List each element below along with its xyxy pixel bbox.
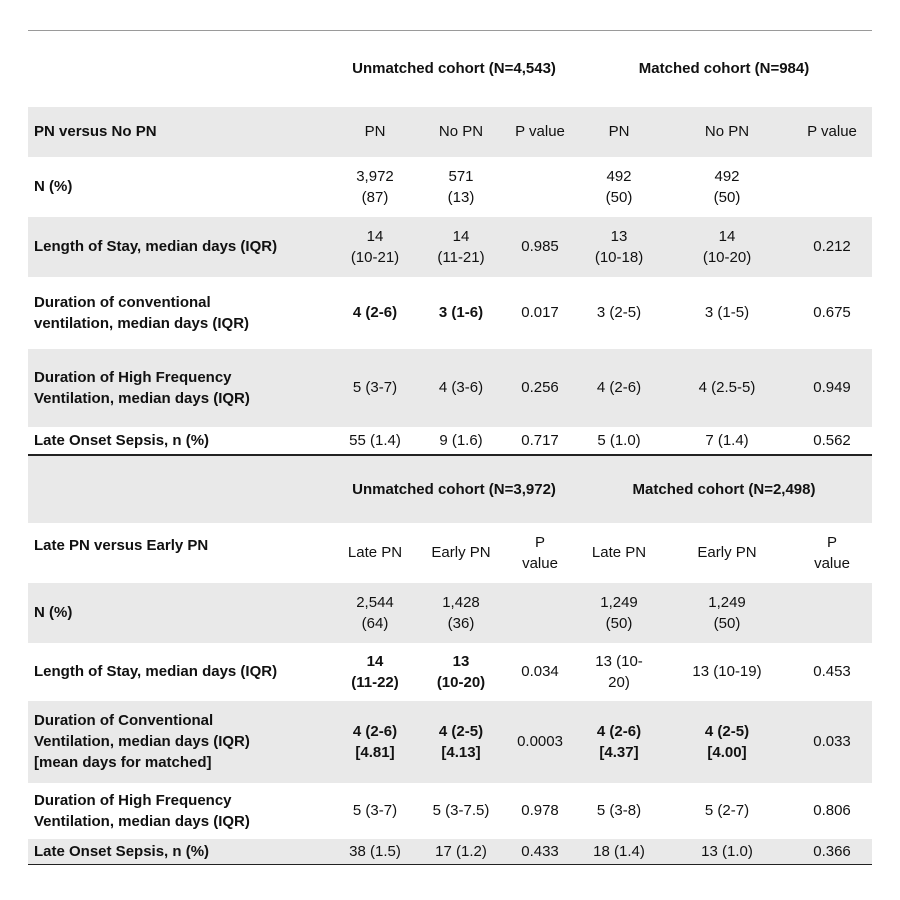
cell-line: 13 (452, 652, 470, 670)
cell-line: 4 (2-6) (352, 722, 398, 740)
table-cell (576, 157, 662, 217)
table-cell (418, 157, 504, 217)
table-cell (418, 701, 504, 783)
table-cell (418, 217, 504, 277)
label-line: Ventilation, median days (IQR) (34, 812, 250, 830)
column-header-row (28, 107, 872, 157)
table-cell (332, 701, 418, 783)
label-line: Ventilation, median days (IQR) (34, 389, 250, 407)
cell-line: (10-20) (702, 248, 752, 266)
results-table-container (28, 30, 872, 865)
table-cell: 5 (3-7) (352, 802, 398, 819)
column-header: Late PN (591, 544, 647, 561)
table-cell: 0.0003 (504, 701, 576, 783)
table-cell (576, 701, 662, 783)
cohort-header: Unmatched cohort (N=3,972) (332, 455, 576, 523)
table-cell: 13 (10-19) (692, 663, 762, 680)
table-cell: 0.949 (792, 349, 872, 427)
table-cell: 9 (1.6) (439, 431, 483, 449)
cell-line: (10-20) (436, 673, 486, 691)
table-cell (662, 701, 792, 783)
row-label: Length of Stay, median days (IQR) (28, 217, 332, 277)
table-cell (792, 583, 872, 643)
column-header: P value (792, 107, 872, 157)
column-header-row (28, 523, 872, 583)
table-cell (576, 643, 662, 701)
table-cell: 0.017 (521, 304, 559, 321)
table-cell: 0.366 (792, 839, 872, 865)
cell-line: 1,249 (600, 593, 638, 611)
table-cell: 0.034 (521, 663, 559, 680)
cell-line: 4 (2-5) (438, 722, 484, 740)
table-cell: 0.717 (521, 431, 559, 449)
table-cell: 5 (2-7) (704, 802, 750, 819)
table-cell (332, 157, 418, 217)
cohort-header-row (28, 455, 872, 523)
cell-line: (64) (361, 614, 389, 632)
table-row (28, 217, 872, 277)
table-cell: 4 (2-6) (352, 304, 398, 321)
table-cell (662, 157, 792, 217)
column-header: No PN (418, 107, 504, 157)
cell-line: (11-21) (437, 248, 485, 266)
table-cell: 18 (1.4) (576, 839, 662, 865)
cell-line: (10-18) (594, 248, 644, 266)
row-label (28, 701, 332, 783)
table-row (28, 157, 872, 217)
table-row (28, 643, 872, 701)
column-header: Late PN (347, 544, 403, 561)
cell-line: [4.00] (707, 743, 747, 761)
label-line: Duration of High Frequency (34, 791, 232, 809)
cell-line: 14 (366, 227, 384, 245)
cell-line: (10-21) (350, 248, 400, 266)
table-cell (332, 643, 418, 701)
header-line: value (814, 554, 850, 572)
cell-line: 1,428 (442, 593, 480, 611)
cell-line: [4.13] (441, 743, 481, 761)
table-cell: 0.212 (792, 217, 872, 277)
table-cell: 3 (1-5) (704, 304, 750, 321)
cell-line: (87) (361, 188, 389, 206)
cell-line: 3,972 (356, 167, 394, 185)
table-cell: 0.433 (504, 839, 576, 865)
table-cell: 17 (1.2) (418, 839, 504, 865)
table-cell: 4 (3-6) (418, 349, 504, 427)
results-table (28, 30, 872, 865)
table-cell: 0.256 (504, 349, 576, 427)
table-cell: 5 (3-7.5) (432, 802, 490, 819)
row-label: Late Onset Sepsis, n (%) (28, 839, 332, 865)
row-label: N (%) (28, 583, 332, 643)
table-cell (662, 583, 792, 643)
table-cell (332, 583, 418, 643)
cell-line: 14 (718, 227, 736, 245)
cell-line: 1,249 (708, 593, 746, 611)
row-label: Length of Stay, median days (IQR) (34, 663, 278, 680)
cell-line: 492 (714, 167, 740, 185)
label-line: Duration of conventional (34, 293, 211, 311)
table-cell (418, 643, 504, 701)
cell-line: (13) (447, 188, 475, 206)
header-line: value (522, 554, 558, 572)
table-cell: 5 (3-8) (596, 802, 642, 819)
cell-line: (50) (713, 188, 741, 206)
cohort-header: Matched cohort (N=984) (576, 31, 872, 107)
table-cell: 0.562 (813, 431, 851, 449)
cell-line: 13 (10- (595, 652, 643, 670)
table-cell (504, 583, 576, 643)
cell-line: (11-22) (351, 673, 399, 691)
table-cell: 4 (2.5-5) (662, 349, 792, 427)
row-label (28, 277, 332, 349)
table-row (28, 349, 872, 427)
cell-line: [4.81] (355, 743, 395, 761)
cell-line: 4 (2-5) (704, 722, 750, 740)
table-cell: 0.978 (521, 802, 559, 819)
table-cell: 0.453 (813, 663, 851, 680)
cell-line: 14 (366, 652, 384, 670)
cohort-header: Matched cohort (N=2,498) (576, 455, 872, 523)
column-header: No PN (662, 107, 792, 157)
table-row (28, 427, 872, 455)
table-row (28, 583, 872, 643)
table-cell: 0.675 (813, 304, 851, 321)
row-label (28, 783, 332, 839)
table-cell (576, 583, 662, 643)
table-cell: 7 (1.4) (705, 431, 749, 449)
header-line: P (535, 533, 546, 551)
table-cell (418, 583, 504, 643)
row-label: Late Onset Sepsis, n (%) (34, 431, 210, 449)
column-header: PN (332, 107, 418, 157)
cell-line: (50) (605, 188, 633, 206)
table-cell: 0.806 (813, 802, 851, 819)
empty-cell (28, 455, 332, 523)
cell-line: 571 (448, 167, 474, 185)
label-line: Ventilation, median days (IQR) (34, 733, 250, 750)
column-header: Early PN (697, 544, 757, 561)
column-header (504, 523, 576, 583)
empty-cell (28, 31, 332, 107)
table-cell: 5 (1.0) (597, 431, 641, 449)
table-cell: 55 (1.4) (349, 431, 401, 449)
cell-line: 13 (610, 227, 628, 245)
header-line: P (827, 533, 838, 551)
column-header (792, 523, 872, 583)
column-header: PN (576, 107, 662, 157)
cohort-header-row (28, 31, 872, 107)
cell-line: [4.37] (599, 743, 639, 761)
cell-line: (50) (713, 614, 741, 632)
comparison-label: PN versus No PN (28, 107, 332, 157)
table-row (28, 277, 872, 349)
label-line: Duration of Conventional (34, 712, 214, 729)
label-line: ventilation, median days (IQR) (34, 314, 250, 332)
table-cell (576, 217, 662, 277)
table-cell: 4 (2-6) (576, 349, 662, 427)
row-label (28, 349, 332, 427)
table-cell (662, 217, 792, 277)
table-row (28, 839, 872, 865)
table-cell (792, 157, 872, 217)
label-line: [mean days for matched] (34, 754, 212, 771)
table-cell: 13 (1.0) (662, 839, 792, 865)
cell-line: 20) (608, 673, 630, 691)
cell-line: (50) (605, 614, 633, 632)
table-row (28, 701, 872, 783)
table-cell: 38 (1.5) (332, 839, 418, 865)
table-cell: 3 (1-6) (438, 304, 484, 321)
table-cell: 0.033 (792, 701, 872, 783)
table-cell (504, 157, 576, 217)
table-cell: 5 (3-7) (332, 349, 418, 427)
table-cell: 0.985 (504, 217, 576, 277)
cell-line: (36) (447, 614, 475, 632)
label-line: Duration of High Frequency (34, 368, 232, 386)
cell-line: 14 (452, 227, 470, 245)
cell-line: 4 (2-6) (596, 722, 642, 740)
cell-line: 492 (606, 167, 632, 185)
row-label: N (%) (34, 178, 73, 195)
comparison-label: Late PN versus Early PN (34, 536, 209, 554)
cell-line: 2,544 (356, 593, 394, 611)
table-cell: 3 (2-5) (596, 304, 642, 321)
column-header: P value (504, 107, 576, 157)
table-row (28, 783, 872, 839)
table-cell (332, 217, 418, 277)
column-header: Early PN (431, 544, 491, 561)
cohort-header: Unmatched cohort (N=4,543) (332, 31, 576, 107)
